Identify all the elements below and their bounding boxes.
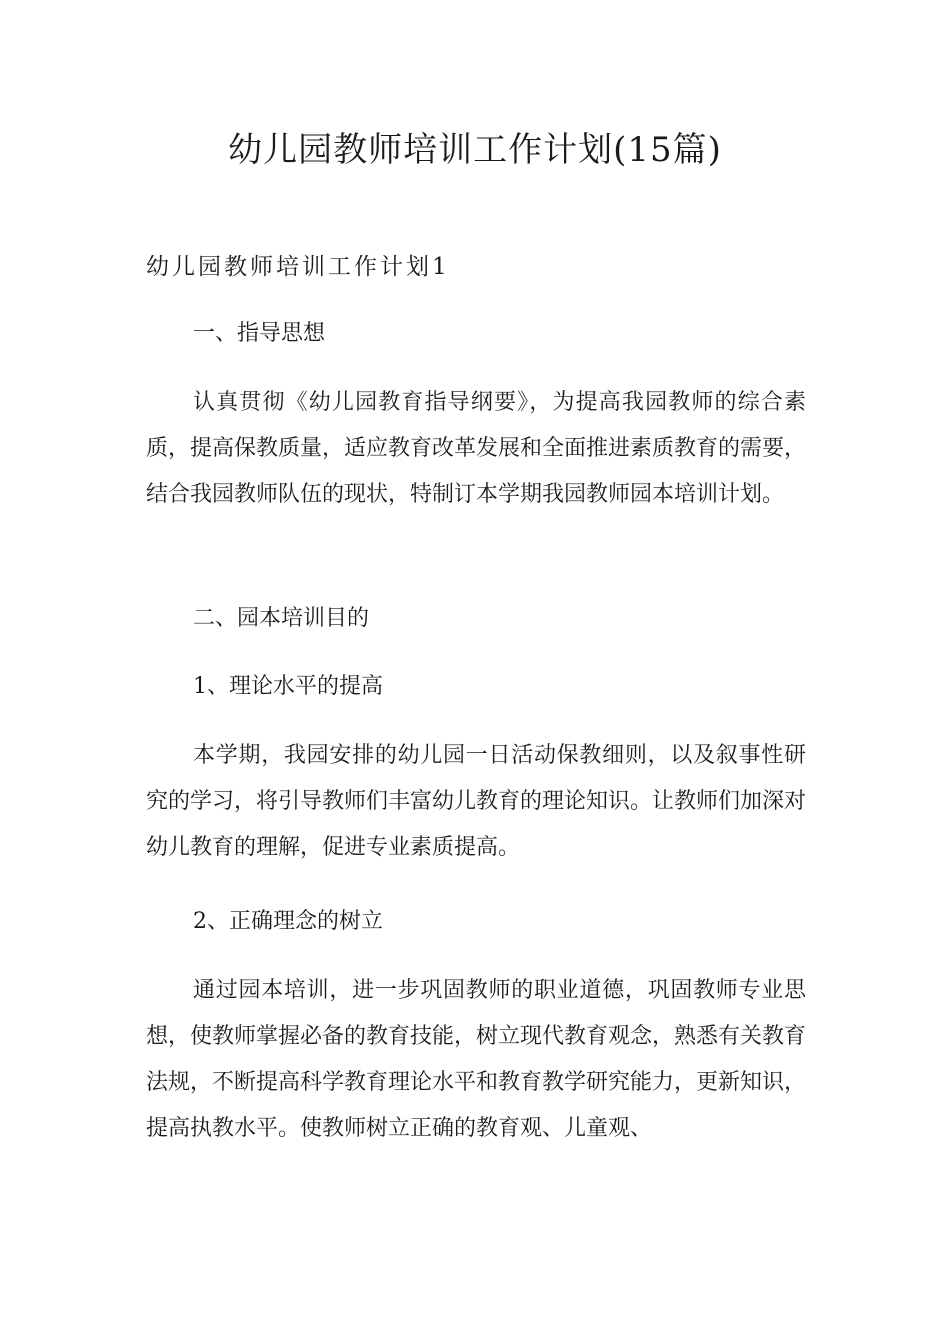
- document-title: 幼儿园教师培训工作计划(15篇): [228, 130, 722, 170]
- heading-training-purpose: 二、园本培训目的: [193, 606, 370, 631]
- paragraph-theory-level: 本学期，我园安排的幼儿园一日活动保教细则，以及叙事性研究的学习，将引导教师们丰富幼儿教育的理论知识。让教师们加深对幼儿教育的理解，促进专业素质提高。: [146, 743, 807, 860]
- heading-theory-level: 1、理论水平的提高: [193, 674, 383, 699]
- heading-correct-concept: 2、正确理念的树立: [193, 909, 383, 934]
- paragraph-correct-concept: 通过园本培训，进一步巩固教师的职业道德，巩固教师专业思想，使教师掌握必备的教育技能，树立现代教育观念，熟悉有关教育法规，不断提高科学教育理论水平和教育教学研究能力，更新知识，提高执教水平。使教师树立正确的教育观、儿童观、: [146, 978, 807, 1141]
- heading-guiding-thought: 一、指导思想: [193, 321, 326, 346]
- paragraph-guiding-thought: 认真贯彻《幼儿园教育指导纲要》，为提高我园教师的综合素质，提高保教质量，适应教育改革发展和全面推进素质教育的需要，结合我园教师队伍的现状，特制订本学期我园教师园本培训计划。: [146, 390, 807, 507]
- section-title: 幼儿园教师培训工作计划1: [146, 254, 450, 280]
